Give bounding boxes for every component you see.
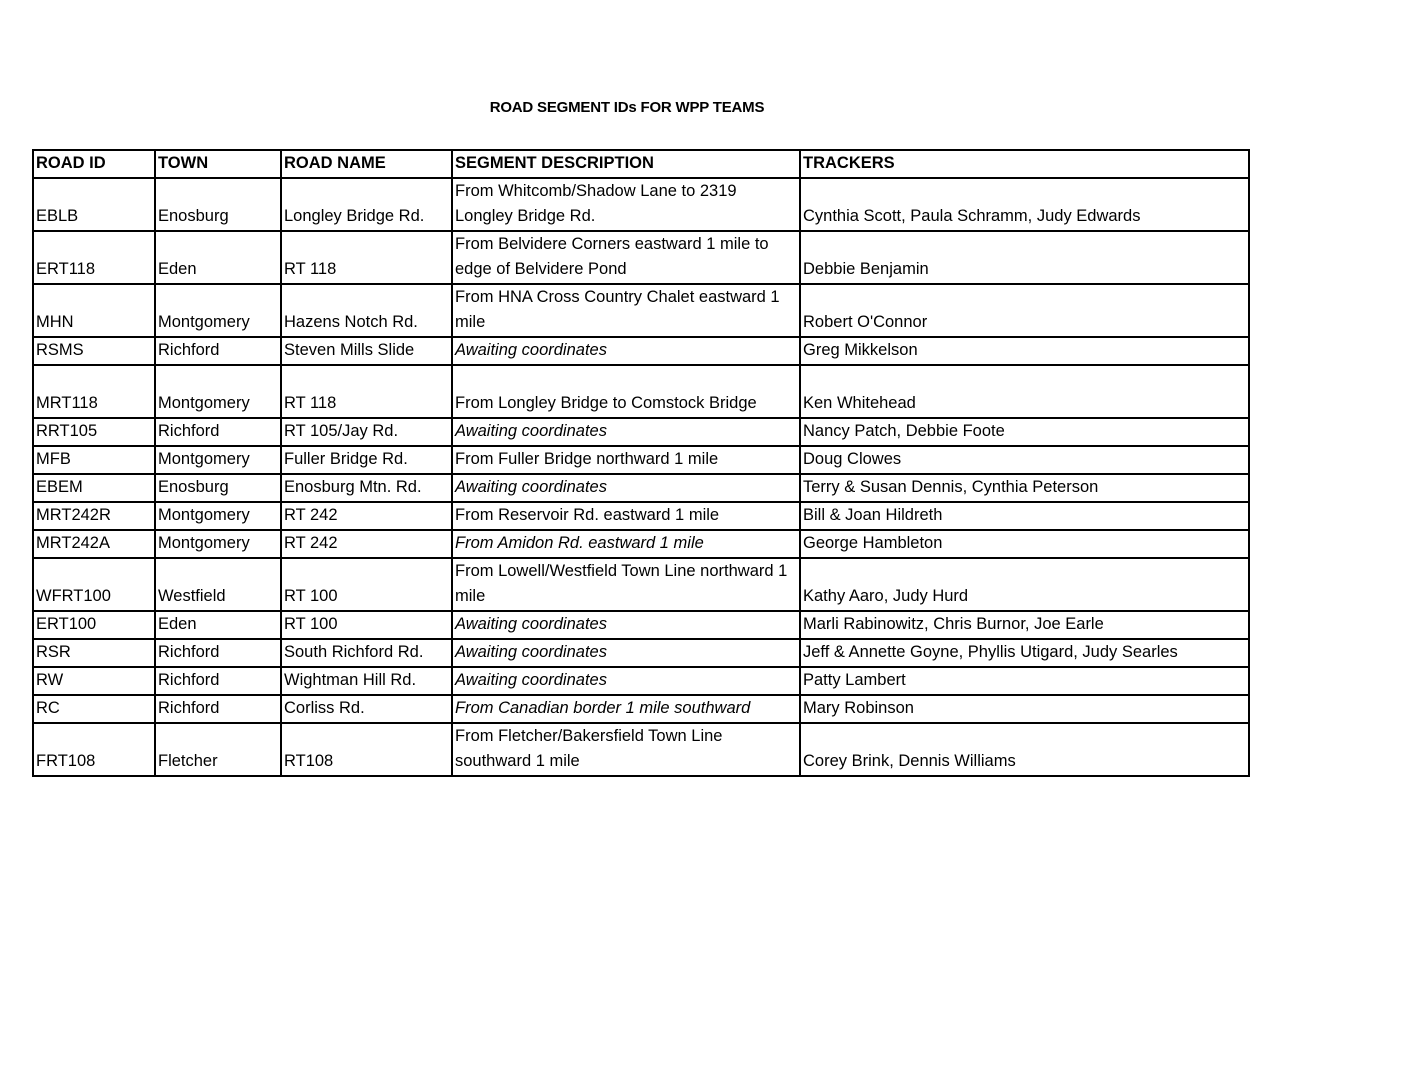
town-cell: Enosburg — [155, 178, 281, 231]
segment-description-cell: From Whitcomb/Shadow Lane to 2319 Longley Bridge Rd. — [452, 178, 800, 231]
town-cell: Montgomery — [155, 365, 281, 418]
road-id-cell: MHN — [33, 284, 155, 337]
trackers-cell: Robert O'Connor — [800, 284, 1249, 337]
table-body — [33, 178, 1249, 776]
road-id-cell: RSMS — [33, 337, 155, 365]
town-cell: Westfield — [155, 558, 281, 611]
segment-description-cell: Awaiting coordinates — [452, 474, 800, 502]
road-name-cell: Hazens Notch Rd. — [281, 284, 452, 337]
road-name-cell: Enosburg Mtn. Rd. — [281, 474, 452, 502]
road-id-cell: RRT105 — [33, 418, 155, 446]
trackers-cell: Kathy Aaro, Judy Hurd — [800, 558, 1249, 611]
road-name-cell: South Richford Rd. — [281, 639, 452, 667]
trackers-cell: Doug Clowes — [800, 446, 1249, 474]
road-id-cell: MFB — [33, 446, 155, 474]
road-name-cell: RT 242 — [281, 530, 452, 558]
trackers-cell: Patty Lambert — [800, 667, 1249, 695]
road-id-cell: RW — [33, 667, 155, 695]
trackers-cell: Ken Whitehead — [800, 365, 1249, 418]
road-name-cell: RT 105/Jay Rd. — [281, 418, 452, 446]
town-cell: Montgomery — [155, 446, 281, 474]
town-cell: Montgomery — [155, 502, 281, 530]
road-name-cell: RT 118 — [281, 231, 452, 284]
trackers-cell: Marli Rabinowitz, Chris Burnor, Joe Earle — [800, 611, 1249, 639]
road-name-cell: Wightman Hill Rd. — [281, 667, 452, 695]
town-cell: Fletcher — [155, 723, 281, 776]
segment-description-cell: From Longley Bridge to Comstock Bridge — [452, 365, 800, 418]
table-row — [33, 611, 1249, 639]
town-cell: Richford — [155, 337, 281, 365]
table-row — [33, 284, 1249, 337]
town-cell: Eden — [155, 611, 281, 639]
segment-description-cell: Awaiting coordinates — [452, 639, 800, 667]
table-row — [33, 530, 1249, 558]
trackers-cell: Greg Mikkelson — [800, 337, 1249, 365]
town-cell: Montgomery — [155, 284, 281, 337]
table-row — [33, 558, 1249, 611]
trackers-cell: Bill & Joan Hildreth — [800, 502, 1249, 530]
road-name-cell: RT 242 — [281, 502, 452, 530]
segment-description-cell: Awaiting coordinates — [452, 418, 800, 446]
table-row — [33, 639, 1249, 667]
road-name-cell: RT 100 — [281, 611, 452, 639]
table-row — [33, 723, 1249, 776]
trackers-cell: Debbie Benjamin — [800, 231, 1249, 284]
road-id-cell: MRT118 — [33, 365, 155, 418]
road-id-cell: EBLB — [33, 178, 155, 231]
segment-description-cell: Awaiting coordinates — [452, 611, 800, 639]
column-header-town: TOWN — [155, 150, 281, 178]
road-id-cell: MRT242A — [33, 530, 155, 558]
road-id-cell: ERT118 — [33, 231, 155, 284]
table-row — [33, 502, 1249, 530]
road-id-cell: RSR — [33, 639, 155, 667]
table-header-row — [33, 150, 1249, 178]
trackers-cell: George Hambleton — [800, 530, 1249, 558]
trackers-cell: Cynthia Scott, Paula Schramm, Judy Edwards — [800, 178, 1249, 231]
road-id-cell: FRT108 — [33, 723, 155, 776]
town-cell: Richford — [155, 695, 281, 723]
table-row — [33, 231, 1249, 284]
segment-description-cell: From HNA Cross Country Chalet eastward 1 mile — [452, 284, 800, 337]
town-cell: Enosburg — [155, 474, 281, 502]
town-cell: Eden — [155, 231, 281, 284]
column-header-trackers: TRACKERS — [800, 150, 1249, 178]
trackers-cell: Jeff & Annette Goyne, Phyllis Utigard, Judy Searles — [800, 639, 1249, 667]
table-row — [33, 446, 1249, 474]
segment-description-cell: Awaiting coordinates — [452, 667, 800, 695]
trackers-cell: Terry & Susan Dennis, Cynthia Peterson — [800, 474, 1249, 502]
segment-description-cell: From Reservoir Rd. eastward 1 mile — [452, 502, 800, 530]
column-header-segment-description: SEGMENT DESCRIPTION — [452, 150, 800, 178]
trackers-cell: Corey Brink, Dennis Williams — [800, 723, 1249, 776]
column-header-road-id: ROAD ID — [33, 150, 155, 178]
road-id-cell: EBEM — [33, 474, 155, 502]
town-cell: Richford — [155, 639, 281, 667]
segment-description-cell: From Fletcher/Bakersfield Town Line southward 1 mile — [452, 723, 800, 776]
town-cell: Richford — [155, 418, 281, 446]
table-row — [33, 474, 1249, 502]
segment-description-cell: From Belvidere Corners eastward 1 mile to edge of Belvidere Pond — [452, 231, 800, 284]
road-id-cell: MRT242R — [33, 502, 155, 530]
road-name-cell: Longley Bridge Rd. — [281, 178, 452, 231]
page-title-text: ROAD SEGMENT IDs FOR WPP TEAMS — [489, 99, 765, 116]
town-cell: Montgomery — [155, 530, 281, 558]
road-id-cell: ERT100 — [33, 611, 155, 639]
table-row — [33, 667, 1249, 695]
segment-description-cell: From Amidon Rd. eastward 1 mile — [452, 530, 800, 558]
trackers-cell: Mary Robinson — [800, 695, 1249, 723]
table-row — [33, 178, 1249, 231]
table-row — [33, 337, 1249, 365]
column-header-road-name: ROAD NAME — [281, 150, 452, 178]
table-row — [33, 418, 1249, 446]
segment-description-cell: Awaiting coordinates — [452, 337, 800, 365]
page-title — [0, 99, 1254, 116]
segment-description-cell: From Lowell/Westfield Town Line northward 1 mile — [452, 558, 800, 611]
road-name-cell: RT 100 — [281, 558, 452, 611]
road-name-cell: RT108 — [281, 723, 452, 776]
segment-description-cell: From Canadian border 1 mile southward — [452, 695, 800, 723]
road-name-cell: Steven Mills Slide — [281, 337, 452, 365]
road-segments-table — [32, 149, 1250, 777]
table-row — [33, 695, 1249, 723]
road-name-cell: Fuller Bridge Rd. — [281, 446, 452, 474]
road-name-cell: RT 118 — [281, 365, 452, 418]
road-id-cell: WFRT100 — [33, 558, 155, 611]
table-row — [33, 365, 1249, 418]
road-id-cell: RC — [33, 695, 155, 723]
trackers-cell: Nancy Patch, Debbie Foote — [800, 418, 1249, 446]
road-name-cell: Corliss Rd. — [281, 695, 452, 723]
town-cell: Richford — [155, 667, 281, 695]
segment-description-cell: From Fuller Bridge northward 1 mile — [452, 446, 800, 474]
